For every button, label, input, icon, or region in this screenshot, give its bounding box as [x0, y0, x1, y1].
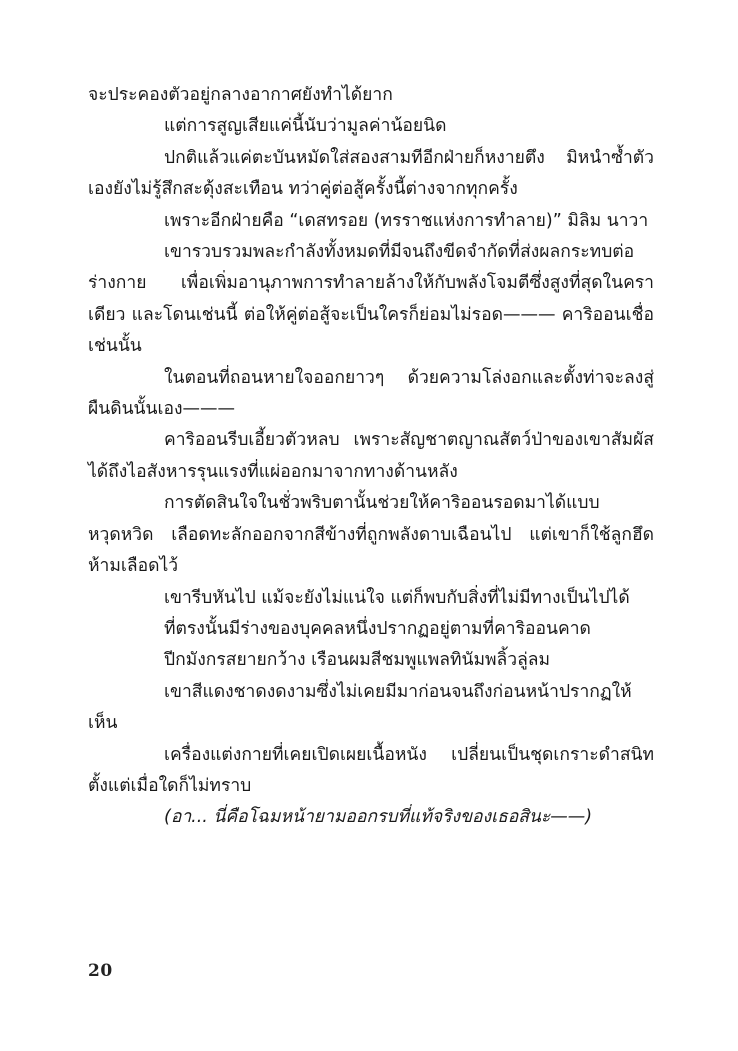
paragraph: ในตอนที่ถอนหายใจออกยาวๆ ด้วยความโล่งอกและตั้งท่าจะลงสู่ผืนดินนั้นเอง——— — [88, 367, 654, 420]
paragraph: เขารีบหันไป แม้จะยังไม่แน่ใจ แต่ก็พบกับสิ่งที่ไม่มีทางเป็นไปได้ — [164, 587, 630, 608]
paragraph: ปีกมังกรสยายกว้าง เรือนผมสีชมพูแพลทินัมพลิ้วลู่ลม — [164, 650, 551, 671]
paragraph: เพราะอีกฝ่ายคือ “เดสทรอย (ทรราชแห่งการทำลาย)” มิลิม นาวา — [164, 210, 649, 231]
body-text — [88, 80, 654, 834]
paragraph: เขารวบรวมพละกำลังทั้งหมดที่มีจนถึงขีดจำกัดที่ส่งผลกระทบต่อร่างกาย เพื่อเพิ่มอานุภาพการทำลายล้างให้กับพลังโจมตีซึ่งสูงที่สุดในคราเดียว และโดนเช่นนี้ ต่อให้คู่ต่อสู้จะเป็นใครก็ย่อมไม่รอด——— คาริออนเชื่อเช่นนั้น — [88, 242, 654, 357]
paragraph: จะประคองตัวอยู่กลางอากาศยังทำได้ยาก — [88, 85, 393, 105]
paragraph: คาริออนรีบเอี้ยวตัวหลบ เพราะสัญชาตญาณสัตว์ป่าของเขาสัมผัสได้ถึงไอสังหารรุนแรงที่แผ่ออกมาจากทางด้านหลัง — [88, 430, 654, 482]
paragraph: ปกติแล้วแค่ตะบันหมัดใส่สองสามทีอีกฝ่ายก็หงายตึง มิหนำซ้ำตัวเองยังไม่รู้สึกสะดุ้งสะเทือน ทว่าคู่ต่อสู้ครั้งนี้ต่างจากทุกครั้ง — [88, 147, 654, 200]
paragraph: การตัดสินใจในชั่วพริบตานั้นช่วยให้คาริออนรอดมาได้แบบหวุดหวิด เลือดทะลักออกจากสีข้างที่ถูกพลังดาบเฉือนไป แต่เขาก็ใช้ลูกฮึดห้ามเลือดไว้ — [88, 493, 654, 577]
paragraph: เขาสีแดงชาดงดงามซึ่งไม่เคยมีมาก่อนจนถึงก่อนหน้าปรากฏให้เห็น — [88, 681, 632, 734]
paragraph: แต่การสูญเสียแค่นี้นับว่ามูลค่าน้อยนิด — [164, 116, 447, 137]
page-number: 20 — [88, 961, 113, 981]
italic-thought-paragraph: (อา... นี่คือโฉมหน้ายามออกรบที่แท้จริงของเธอสินะ——) — [164, 807, 593, 828]
paragraph: เครื่องแต่งกายที่เคยเปิดเผยเนื้อหนัง เปลี่ยนเป็นชุดเกราะดำสนิทตั้งแต่เมื่อใดก็ไม่ทราบ — [88, 744, 654, 796]
paragraph: ที่ตรงนั้นมีร่างของบุคคลหนึ่งปรากฏอยู่ตามที่คาริออนคาด — [164, 618, 591, 639]
